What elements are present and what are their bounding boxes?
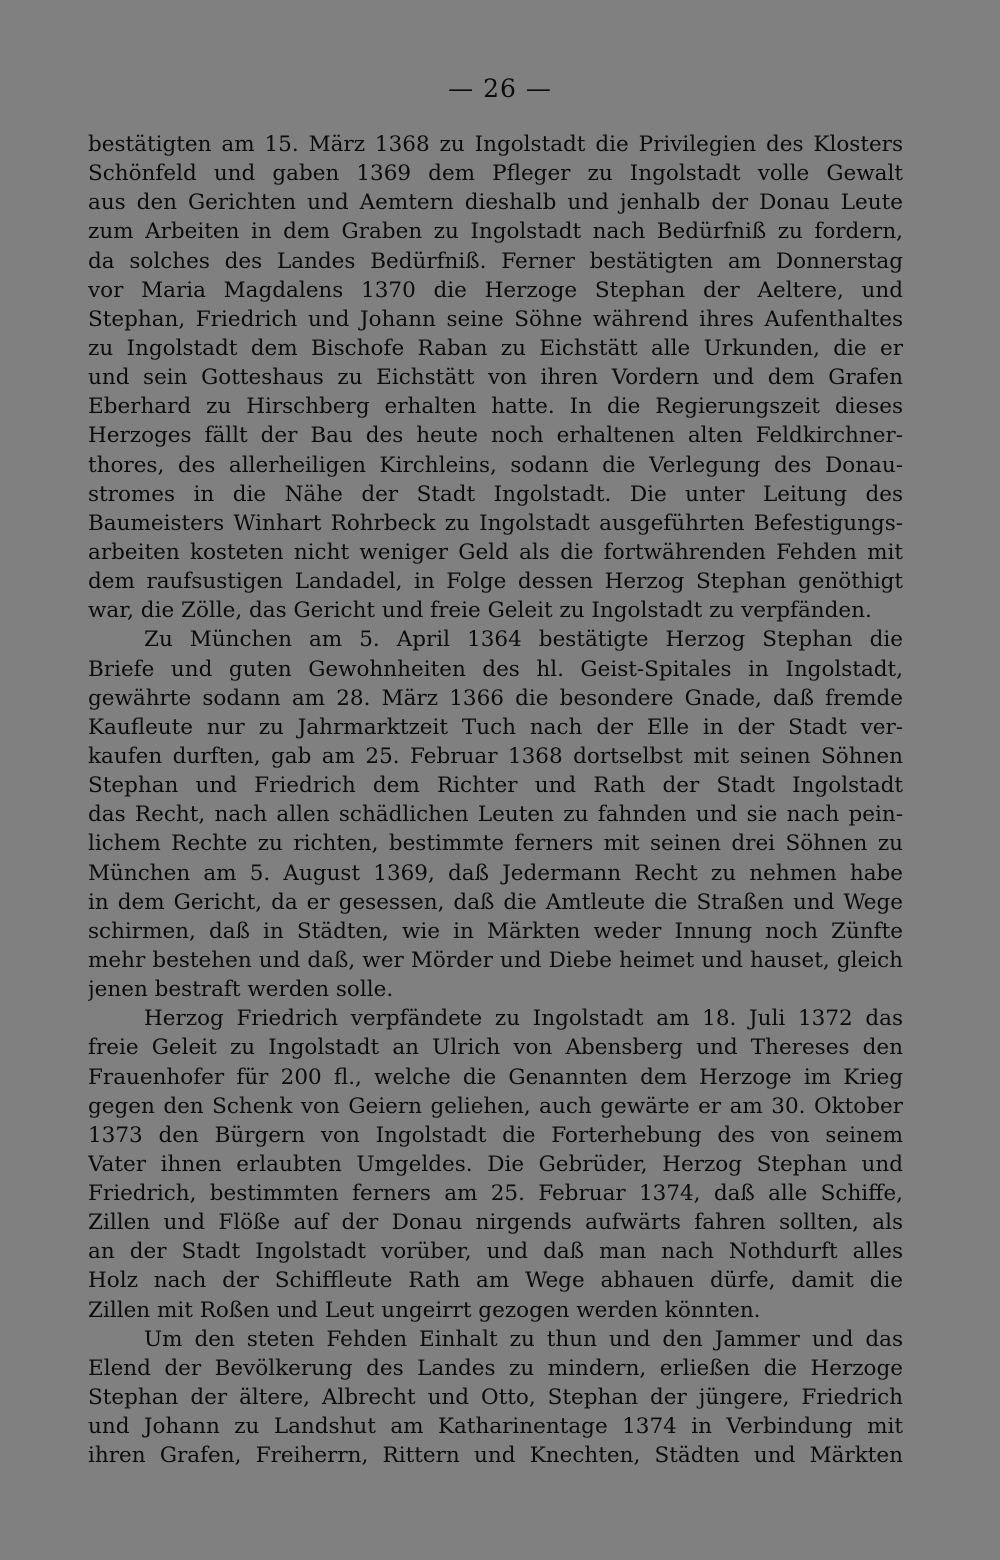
text-line: Friedrich, bestimmten ferners am 25. Februar 1374, daß alle Schiffe, [88,1181,903,1207]
text-line: gegen den Schenk von Geiern geliehen, auch gewärte er am 30. Oktober [88,1093,903,1119]
text-line: das Recht, nach allen schädlichen Leuten zu fahnden und sie nach pein- [88,802,903,828]
text-line: schirmen, daß in Städten, wie in Märkten weder Innung noch Zünfte [88,918,903,944]
text-line: Frauenhofer für 200 fl., welche die Genannten dem Herzoge im Krieg [88,1064,903,1090]
text-line: dem raufsustigen Landadel, in Folge dessen Herzog Stephan genöthigt [88,569,903,595]
text-line: Stephan der ältere, Albrecht und Otto, Stephan der jüngere, Friedrich [88,1385,903,1411]
text-line: und Johann zu Landshut am Katharinentage 1374 in Verbindung mit [88,1414,903,1440]
text-line: stromes in die Nähe der Stadt Ingolstadt. Die unter Leitung des [88,481,903,507]
text-line: Holz nach der Schiffleute Rath am Wege abhauen dürfe, damit die [88,1268,903,1294]
paragraph [88,1004,903,1325]
text-line: Stephan und Friedrich dem Richter und Rath der Stadt Ingolstadt [88,773,903,799]
paragraph [88,625,903,1004]
text-line: an der Stadt Ingolstadt vorüber, und daß man nach Nothdurft alles [88,1239,903,1265]
text-line: Herzog Friedrich verpfändete zu Ingolstadt am 18. Juli 1372 das [144,1006,903,1032]
paragraph [88,1325,903,1471]
text-line: jenen bestraft werden solle. [88,977,394,1003]
text-line: Elend der Bevölkerung des Landes zu mindern, erließen die Herzoge [88,1355,903,1381]
text-line: zum Arbeiten in dem Graben zu Ingolstadt nach Bedürfniß zu fordern, [88,219,903,245]
page-number: — 26 — [448,74,552,103]
text-line: Stephan, Friedrich und Johann seine Söhne während ihres Aufenthaltes [88,306,903,332]
text-line: Eberhard zu Hirschberg erhalten hatte. In die Regierungszeit dieses [88,394,903,420]
text-line: in dem Gericht, da er gesessen, daß die Amtleute die Straßen und Wege [88,889,903,915]
text-line: Kaufleute nur zu Jahrmarktzeit Tuch nach der Elle in der Stadt ver- [88,714,903,740]
text-line: da solches des Landes Bedürfniß. Ferner bestätigten am Donnerstag [88,248,903,274]
text-line: war, die Zölle, das Gericht und freie Geleit zu Ingolstadt zu verpfänden. [88,598,872,624]
text-line: mehr bestehen und daß, wer Mörder und Diebe heimet und hauset, gleich [88,947,903,973]
paragraph [88,130,903,625]
text-line: freie Geleit zu Ingolstadt an Ulrich von Abensberg und Thereses den [88,1035,903,1061]
text-line: zu Ingolstadt dem Bischofe Raban zu Eichstätt alle Urkunden, die er [88,335,903,361]
text-line: ihren Grafen, Freiherrn, Rittern und Knechten, Städten und Märkten [88,1443,903,1469]
text-line: München am 5. August 1369, daß Jedermann Recht zu nehmen habe [88,860,903,886]
text-line: vor Maria Magdalens 1370 die Herzoge Stephan der Aeltere, und [88,277,903,303]
text-line: gewährte sodann am 28. März 1366 die besondere Gnade, daß fremde [88,685,903,711]
text-line: Herzoges fällt der Bau des heute noch erhaltenen alten Feldkirchner- [88,423,903,449]
text-line: lichem Rechte zu richten, bestimmte ferners mit seinen drei Söhnen zu [88,831,903,857]
text-line: Zillen und Flöße auf der Donau nirgends aufwärts fahren sollten, als [88,1210,903,1236]
text-line: arbeiten kosteten nicht weniger Geld als die fortwährenden Fehden mit [88,539,903,565]
text-line: Zu München am 5. April 1364 bestätigte Herzog Stephan die [144,627,903,653]
text-line: 1373 den Bürgern von Ingolstadt die Forterhebung des von seinem [88,1122,903,1148]
text-line: Zillen mit Roßen und Leut ungeirrt gezogen werden könnten. [88,1297,761,1323]
text-line: Briefe und guten Gewohnheiten des hl. Geist-Spitales in Ingolstadt, [88,656,903,682]
body-text [88,130,903,1470]
text-line: bestätigten am 15. März 1368 zu Ingolstadt die Privilegien des Klosters [88,132,903,157]
text-line: Um den steten Fehden Einhalt zu thun und den Jammer und das [144,1326,903,1352]
text-line: Schönfeld und gaben 1369 dem Pfleger zu Ingolstadt volle Gewalt [88,161,903,187]
text-line: aus den Gerichten und Aemtern dieshalb und jenhalb der Donau Leute [88,190,903,216]
text-line: Vater ihnen erlaubten Umgeldes. Die Gebrüder, Herzog Stephan und [88,1151,903,1177]
text-line: thores, des allerheiligen Kirchleins, sodann die Verlegung des Donau- [88,452,903,478]
text-line: und sein Gotteshaus zu Eichstätt von ihren Vordern und dem Grafen [88,365,903,391]
text-line: kaufen durften, gab am 25. Februar 1368 dortselbst mit seinen Söhnen [88,743,903,769]
text-line: Baumeisters Winhart Rohrbeck zu Ingolstadt ausgeführten Befestigungs- [88,510,903,536]
